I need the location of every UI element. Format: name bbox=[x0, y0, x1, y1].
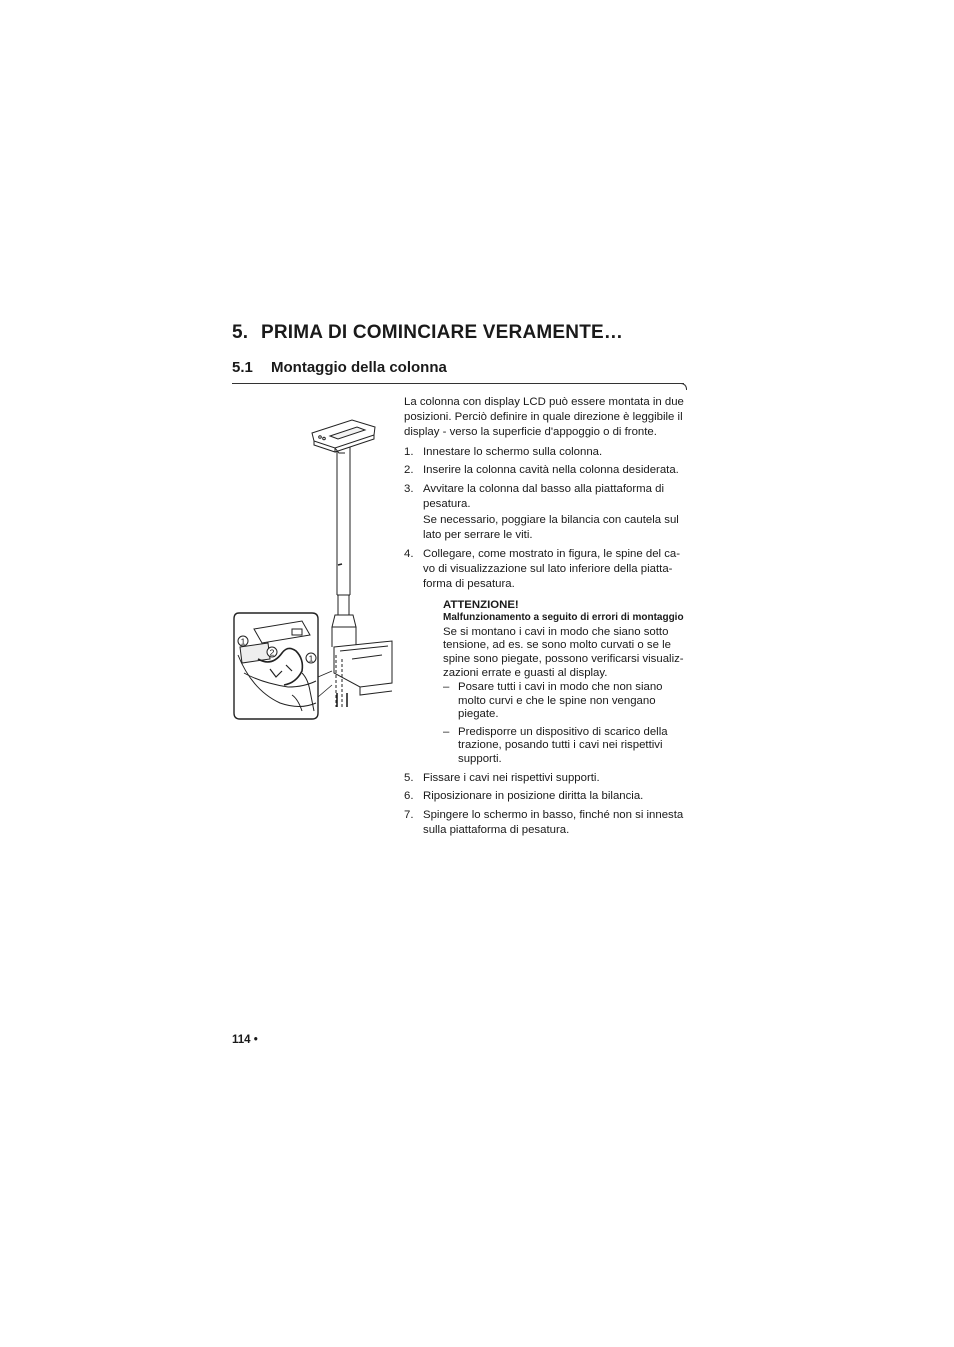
section-divider-hook bbox=[680, 383, 687, 390]
warning-bullets bbox=[443, 681, 693, 767]
step-text: Collegare, come mostrato in figura, le spine del ca-vo di visualizzazione sul lato inferiore della piatta-forma di pesatura. bbox=[423, 547, 681, 591]
step-text: Riposizionare in posizione diritta la bilancia. bbox=[423, 790, 644, 803]
warning-title: ATTENZIONE! bbox=[443, 599, 519, 612]
chapter-number: 5. bbox=[232, 322, 249, 343]
steps-list-b bbox=[404, 771, 692, 839]
step-number: 7. bbox=[404, 809, 414, 822]
step-number: 4. bbox=[404, 547, 414, 560]
warning-subtitle: Malfunzionamento a seguito di errori di montaggio bbox=[443, 612, 684, 624]
callout-1-label: 1 bbox=[240, 636, 246, 647]
step-number: 1. bbox=[404, 445, 414, 458]
section-divider bbox=[232, 383, 684, 384]
list-item bbox=[404, 547, 692, 593]
bullet-dash: – bbox=[443, 725, 450, 738]
callout-2-label: 2 bbox=[269, 647, 275, 658]
step-extra: Se necessario, poggiare la bilancia con cautela sul lato per serrare le viti. bbox=[423, 513, 679, 541]
step-text: Inserire la colonna cavità nella colonna desiderata. bbox=[423, 464, 679, 477]
list-item bbox=[404, 482, 692, 543]
callout-3-label: 1 bbox=[308, 653, 314, 664]
step-text: Fissare i cavi nei rispettivi supporti. bbox=[423, 771, 600, 784]
step-number: 5. bbox=[404, 771, 414, 784]
bullet-text: Predisporre un dispositivo di scarico della trazione, posando tutti i cavi nei rispettivi supporti. bbox=[458, 725, 668, 766]
list-item bbox=[404, 808, 692, 838]
step-text: Spingere lo schermo in basso, finché non si innesta sulla piattaforma di pesatura. bbox=[423, 809, 684, 837]
warning-notice bbox=[443, 598, 693, 766]
cable-connection-inset bbox=[234, 613, 332, 719]
column-assembly-illustration bbox=[232, 415, 394, 720]
platform-corner-drawing bbox=[334, 641, 392, 707]
list-item bbox=[443, 681, 693, 722]
display-head-drawing bbox=[312, 420, 375, 453]
page-number: 114 • bbox=[232, 1034, 258, 1046]
step-number: 3. bbox=[404, 483, 414, 496]
column-pole-drawing bbox=[332, 447, 356, 647]
list-item bbox=[404, 445, 692, 460]
section-title bbox=[232, 359, 447, 376]
list-item bbox=[443, 726, 693, 767]
step-number: 2. bbox=[404, 464, 414, 477]
instructions-column bbox=[404, 395, 692, 842]
bullet-text: Posare tutti i cavi in modo che non siano molto curvi e che le spine non vengano piegate. bbox=[458, 681, 663, 721]
section-number: 5.1 bbox=[232, 359, 253, 376]
list-item bbox=[404, 789, 692, 804]
list-item bbox=[404, 463, 692, 478]
step-text: Avvitare la colonna dal basso alla piattaforma di pesatura. bbox=[423, 483, 665, 511]
chapter-title-text: PRIMA DI COMINCIARE VERAMENTE… bbox=[261, 322, 624, 343]
steps-list-a bbox=[404, 445, 692, 593]
step-text: Innestare lo schermo sulla colonna. bbox=[423, 445, 603, 458]
intro-paragraph: La colonna con display LCD può essere montata in due posizioni. Perciò definire in quale direzione è leggibile il display - verso la superficie d'appoggio o di fronte. bbox=[404, 396, 684, 439]
warning-body: Se si montano i cavi in modo che siano sotto tensione, ad es. se sono molto curvati o se le spine sono piegate, possono verificarsi visualiz-zazioni errate e guasti al display. bbox=[443, 625, 684, 679]
step-number: 6. bbox=[404, 790, 414, 803]
chapter-title bbox=[232, 322, 623, 344]
section-title-text: Montaggio della colonna bbox=[271, 359, 447, 376]
bullet-dash: – bbox=[443, 681, 450, 694]
list-item bbox=[404, 771, 692, 786]
